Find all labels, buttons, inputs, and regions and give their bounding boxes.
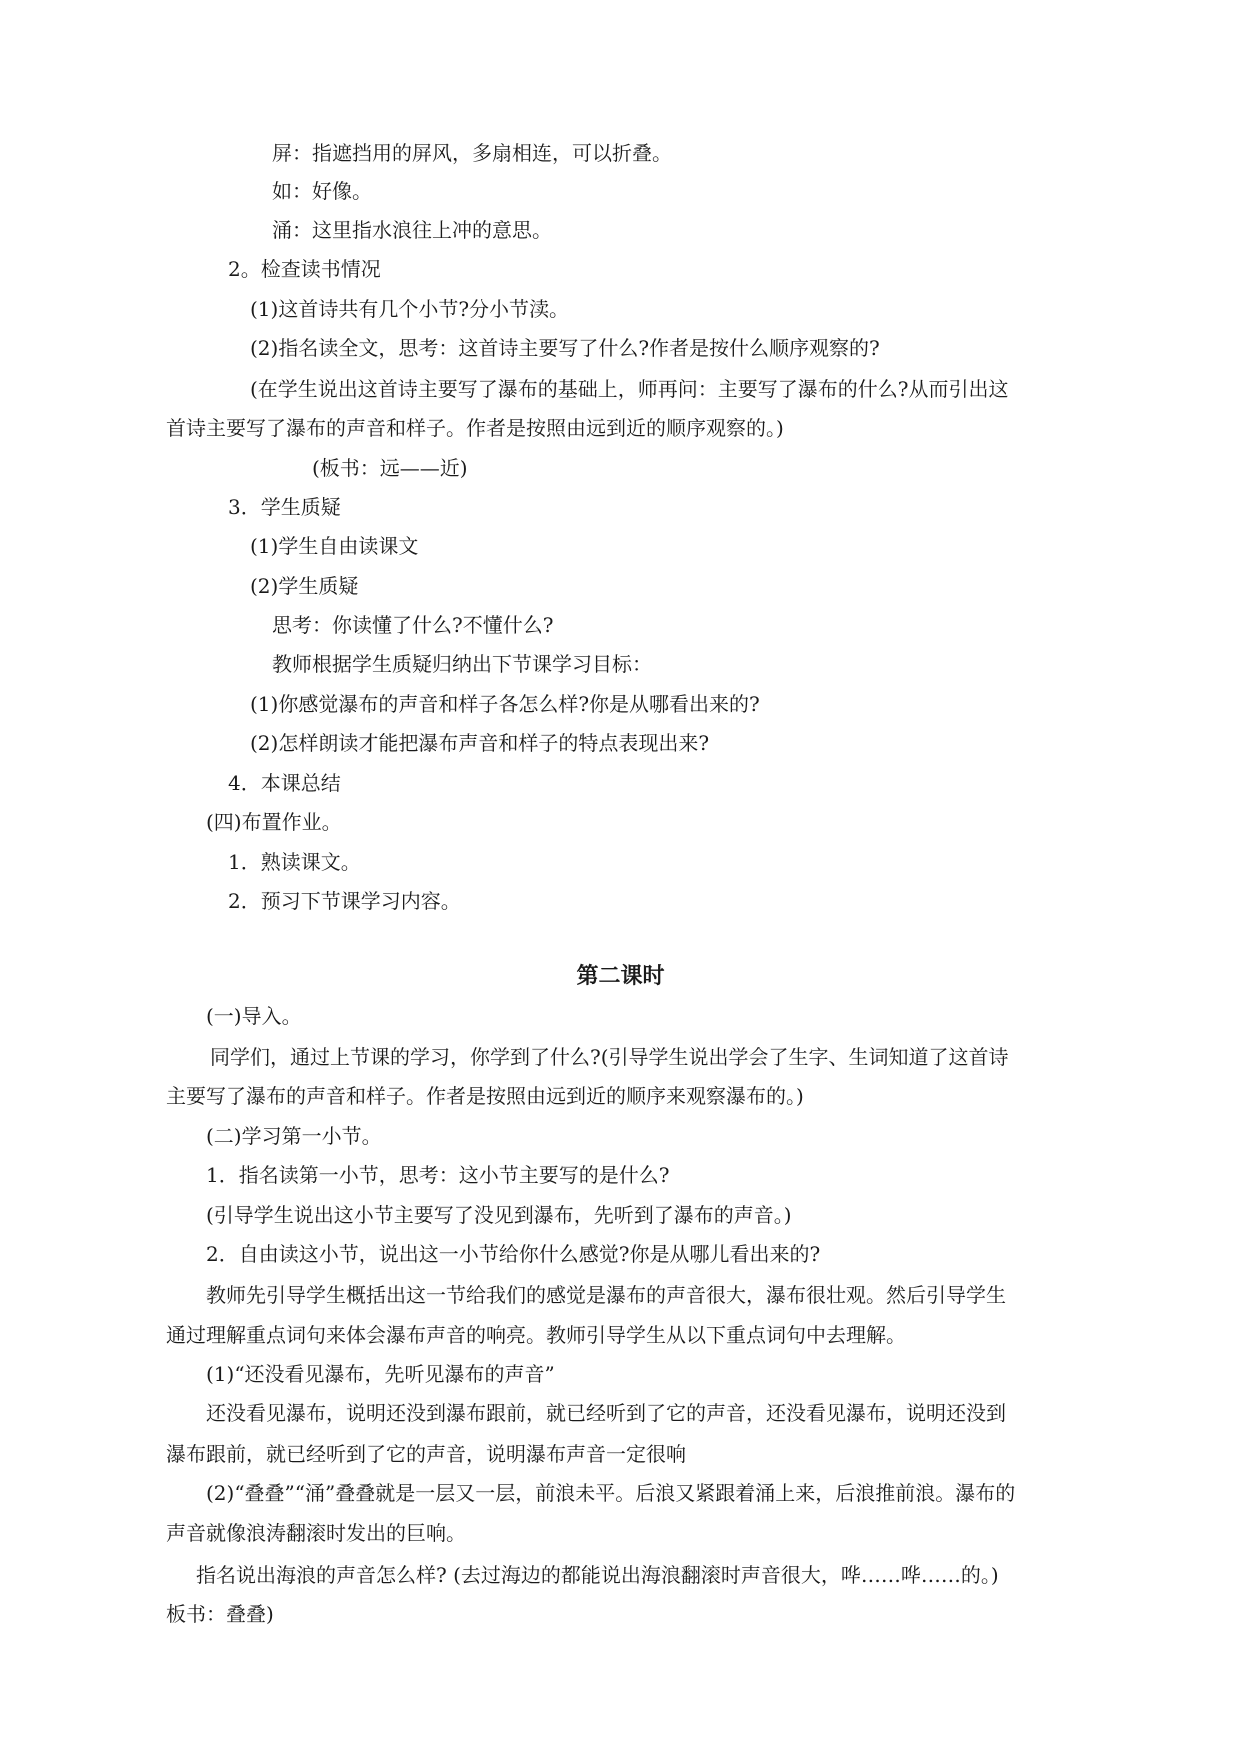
text-line: 2．自由读这小节，说出这一小节给你什么感觉?你是从哪儿看出来的? [206,1242,821,1266]
text-line: 首诗主要写了瀑布的声音和样子。作者是按照由远到近的顺序观察的。) [166,416,784,440]
text-line: (四)布置作业。 [206,810,342,834]
text-line: 涌：这里指水浪往上冲的意思。 [272,218,552,242]
text-line: (在学生说出这首诗主要写了瀑布的基础上，师再问：主要写了瀑布的什么?从而引出这 [250,377,1009,401]
text-line: 声音就像浪涛翻滚时发出的巨响。 [166,1521,466,1545]
text-line: 4．本课总结 [228,771,341,795]
text-line: (二)学习第一小节。 [206,1124,382,1148]
text-line: 2。检查读书情况 [228,257,381,281]
text-line: (1)学生自由读课文 [250,534,419,558]
text-line: 如：好像。 [272,179,372,203]
text-line: (板书：远——近) [312,456,468,480]
text-line: 同学们，通过上节课的学习，你学到了什么?(引导学生说出学会了生字、生词知道了这首诗 [210,1045,1009,1069]
text-line: 屏：指遮挡用的屏风，多扇相连，可以折叠。 [272,141,672,165]
text-line: 教师根据学生质疑归纳出下节课学习目标： [272,652,652,676]
text-line: 3．学生质疑 [228,495,341,519]
text-line: 教师先引导学生概括出这一节给我们的感觉是瀑布的声音很大，瀑布很壮观。然后引导学生 [206,1283,1006,1307]
text-line: (2)“叠叠”“涌”叠叠就是一层又一层，前浪未平。后浪又紧跟着涌上来，后浪推前浪。瀑布的 [206,1481,1016,1505]
text-line: 1．指名读第一小节，思考：这小节主要写的是什么? [206,1163,670,1187]
text-line: 2．预习下节课学习内容。 [228,889,461,913]
text-line: 板书：叠叠) [166,1602,274,1626]
text-line: (2)学生质疑 [250,574,359,598]
text-line: 通过理解重点词句来体会瀑布声音的响亮。教师引导学生从以下重点词句中去理解。 [166,1323,906,1347]
text-line: (1)这首诗共有几个小节?分小节渎。 [250,297,570,321]
text-line: (一)导入。 [206,1004,302,1028]
text-line: 1．熟读课文。 [228,850,361,874]
text-line: (引导学生说出这小节主要写了没见到瀑布，先听到了瀑布的声音。) [206,1203,792,1227]
text-line: 思考：你读懂了什么?不懂什么? [272,613,554,637]
text-line: (1)你感觉瀑布的声音和样子各怎么样?你是从哪看出来的? [250,692,760,716]
text-line: 还没看见瀑布，说明还没到瀑布跟前，就已经听到了它的声音，还没看见瀑布，说明还没到 [206,1401,1006,1425]
text-line: (1)“还没看见瀑布，先听见瀑布的声音” [206,1362,555,1386]
text-line: 指名说出海浪的声音怎么样? (去过海边的都能说出海浪翻滚时声音很大，哗……哗……的。) [196,1563,999,1587]
text-line: 瀑布跟前，就已经听到了它的声音，说明瀑布声音一定很响 [166,1442,686,1466]
text-line: (2)怎样朗读才能把瀑布声音和样子的特点表现出来? [250,731,710,755]
text-line: 主要写了瀑布的声音和样子。作者是按照由远到近的顺序来观察瀑布的。) [166,1084,804,1108]
text-line: (2)指名读全文，思考：这首诗主要写了什么?作者是按什么顺序观察的? [250,336,880,360]
section-title: 第二课时 [576,963,665,989]
